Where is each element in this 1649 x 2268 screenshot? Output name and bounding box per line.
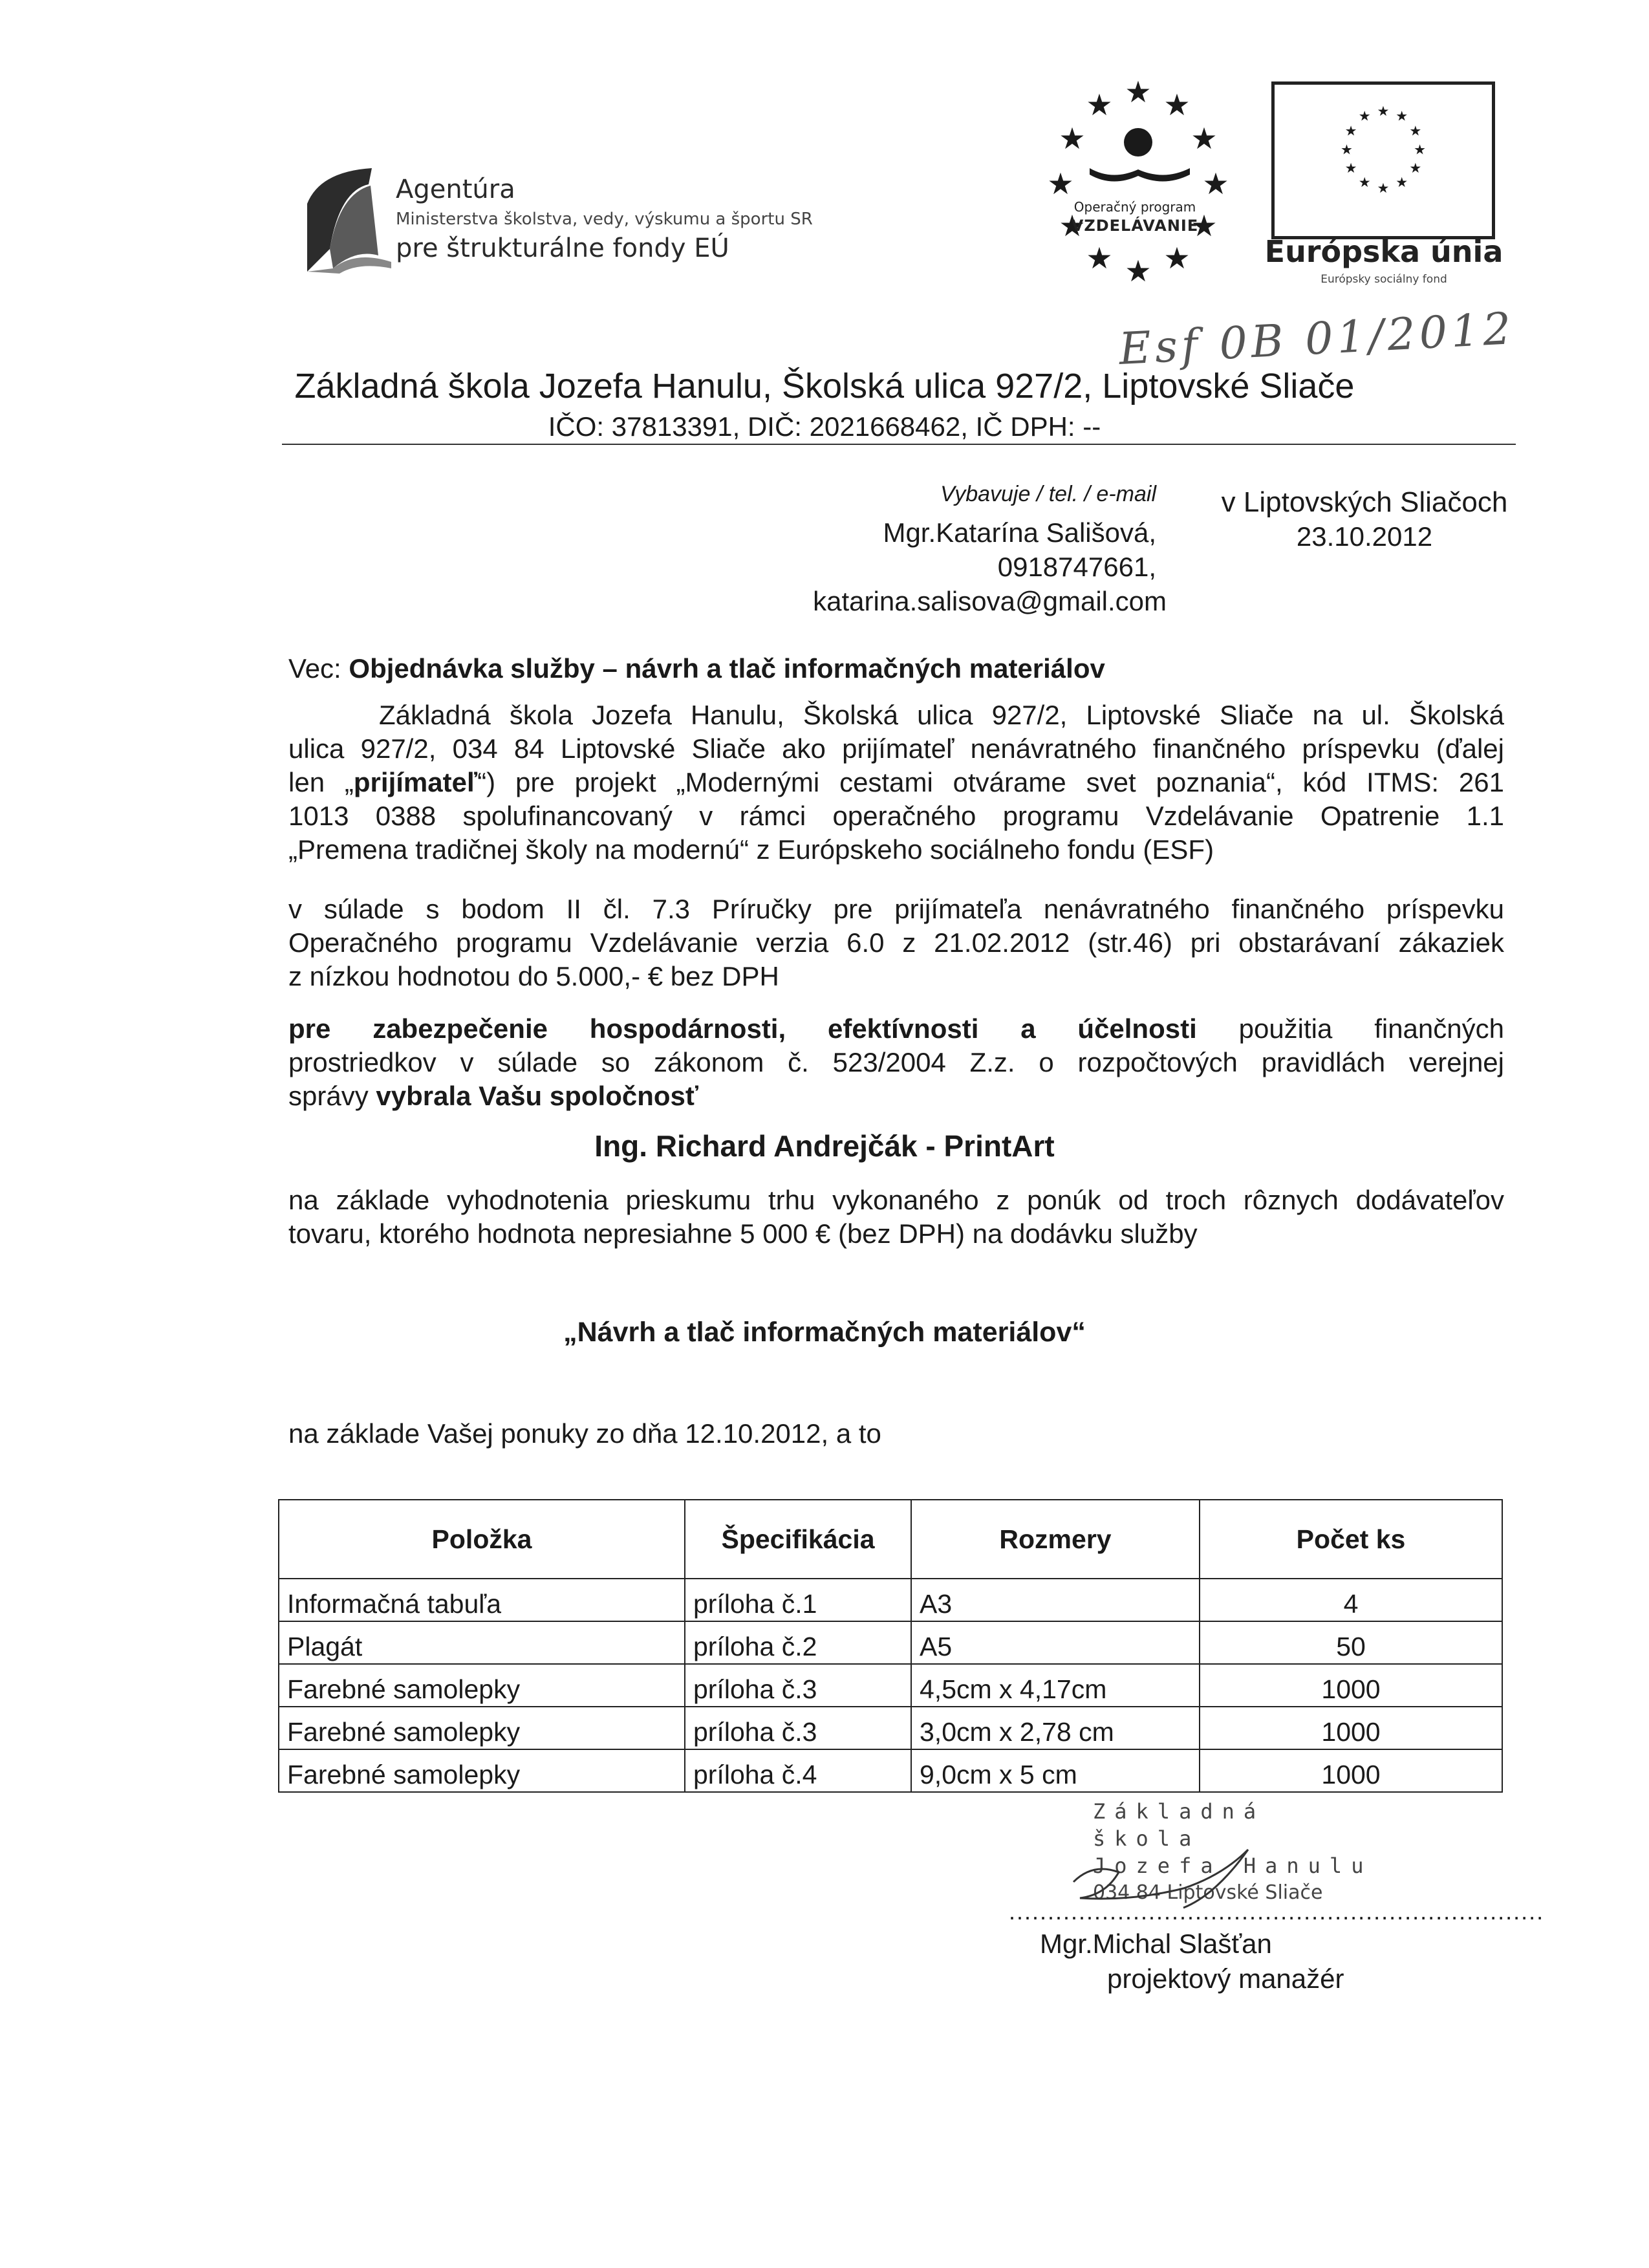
signer-role: projektový manažér — [1107, 1963, 1344, 1994]
svg-text:★: ★ — [1191, 208, 1218, 243]
school-heading: Základná škola Jozefa Hanulu, Školská ulica 927/2, Liptovské Sliače — [294, 367, 1355, 405]
cell-quantity: 4 — [1200, 1579, 1502, 1621]
svg-text:★: ★ — [1191, 121, 1218, 156]
para2-line: v súlade s bodom II čl. 7.3 Príručky pre prijímateľa nenávratného finančného príspevku — [288, 894, 1504, 924]
op-vzdelavanie-logo — [1035, 71, 1242, 291]
eu-fund-label: Európsky sociálny fond — [1320, 273, 1447, 286]
table-row — [279, 1621, 1502, 1664]
items-table — [278, 1499, 1503, 1793]
para3-emphasis: pre zabezpečenie hospodárnosti, efektívnosti a účelnosti — [288, 1013, 1197, 1044]
svg-text:★: ★ — [1344, 122, 1357, 139]
cell-dimensions: A3 — [911, 1579, 1200, 1621]
svg-text:★: ★ — [1340, 141, 1353, 158]
para3-text: správy — [288, 1081, 376, 1111]
para4-line: tovaru, ktorého hodnota nepresiahne 5 000 € (bez DPH) na dodávku služby — [288, 1218, 1198, 1249]
cell-item: Plagát — [279, 1621, 685, 1664]
agency-funds: pre štrukturálne fondy EÚ — [396, 233, 729, 264]
service-title: „Návrh a tlač informačných materiálov“ — [563, 1317, 1086, 1348]
para3-line — [288, 1012, 1504, 1046]
svg-text:★: ★ — [1202, 166, 1229, 201]
cell-dimensions: 3,0cm x 2,78 cm — [911, 1707, 1200, 1749]
svg-text:★: ★ — [1414, 141, 1427, 158]
table-row — [279, 1707, 1502, 1749]
svg-text:★: ★ — [1377, 179, 1390, 196]
cell-specification: príloha č.4 — [685, 1749, 911, 1792]
cell-specification: príloha č.2 — [685, 1621, 911, 1664]
para1-line: 1013 0388 spolufinancovaný v rámci operačného programu Vzdelávanie Opatrenie 1.1 — [288, 801, 1504, 831]
paragraph-compliance — [288, 892, 1504, 993]
para1-line: Základná škola Jozefa Hanulu, Školská ulica 927/2, Liptovské Sliače na ul. Školská — [379, 700, 1504, 730]
para1-text: “) pre projekt „Modernými cestami otvárame svet poznania“, kód ITMS: 261 — [477, 767, 1504, 797]
svg-text:★: ★ — [1396, 107, 1408, 124]
paragraph-offer: na základe Vašej ponuky zo dňa 12.10.2012, a to — [288, 1418, 881, 1449]
cell-quantity: 50 — [1200, 1621, 1502, 1664]
para3-line: prostriedkov v súlade so zákonom č. 523/2004 Z.z. o rozpočtových pravidlách verejnej — [288, 1047, 1504, 1077]
stamp-line: Základná škola — [1093, 1799, 1266, 1851]
para3-text: použitia finančných — [1196, 1013, 1504, 1044]
subject-text: Objednávka služby – návrh a tlač informačných materiálov — [349, 653, 1105, 684]
svg-text:★: ★ — [1409, 122, 1422, 139]
cell-item: Farebné samolepky — [279, 1749, 685, 1792]
contact-label: Vybavuje / tel. / e-mail — [940, 482, 1156, 506]
stamp-line: Jozefa Hanulu — [1093, 1853, 1373, 1878]
cell-specification: príloha č.3 — [685, 1707, 911, 1749]
svg-text:★: ★ — [1047, 166, 1074, 201]
supplier-company: Ing. Richard Andrejčák - PrintArt — [594, 1129, 1055, 1163]
paragraph-evaluation — [288, 1183, 1504, 1251]
svg-text:★: ★ — [1358, 174, 1371, 191]
signer-name: Mgr.Michal Slašťan — [1040, 1928, 1272, 1959]
op-label-vzdelavanie: VZDELÁVANIE — [1071, 217, 1199, 235]
cell-item: Informačná tabuľa — [279, 1579, 685, 1621]
signature-line: ..................................................................... — [1009, 1898, 1545, 1925]
svg-text:★: ★ — [1163, 241, 1191, 275]
paragraph-intro — [288, 698, 1504, 867]
cell-dimensions: 4,5cm x 4,17cm — [911, 1664, 1200, 1707]
para2-line: Operačného programu Vzdelávanie verzia 6.0 z 21.02.2012 (str.46) pri obstarávaní zákaziek — [288, 927, 1504, 958]
header-item: Položka — [279, 1500, 685, 1579]
header-divider — [282, 444, 1516, 445]
subject-prefix: Vec: — [288, 653, 349, 684]
date: 23.10.2012 — [1296, 521, 1433, 552]
cell-quantity: 1000 — [1200, 1707, 1502, 1749]
svg-text:★: ★ — [1059, 121, 1086, 156]
eu-title: Európska únia — [1264, 234, 1503, 269]
stamp-line: 034 84 Liptovské Sliače — [1093, 1881, 1323, 1904]
table-row — [279, 1749, 1502, 1792]
cell-quantity: 1000 — [1200, 1664, 1502, 1707]
paragraph-selection — [288, 1012, 1504, 1113]
svg-text:★: ★ — [1344, 160, 1357, 177]
agency-book-logo — [294, 165, 398, 275]
table-row — [279, 1579, 1502, 1621]
svg-text:★: ★ — [1377, 102, 1390, 119]
school-ids: IČO: 37813391, DIČ: 2021668462, IČ DPH: -- — [548, 411, 1101, 442]
para2-line: z nízkou hodnotou do 5.000,- € bez DPH — [288, 961, 779, 991]
handwritten-reference: Esf 0B 01/2012 — [1117, 303, 1516, 375]
contact-name: Mgr.Katarína Sališová, — [883, 517, 1156, 548]
cell-quantity: 1000 — [1200, 1749, 1502, 1792]
table-row — [279, 1664, 1502, 1707]
cell-dimensions: 9,0cm x 5 cm — [911, 1749, 1200, 1792]
para1-line: ulica 927/2, 034 84 Liptovské Sliače ako prijímateľ nenávratného finančného príspevku (ďalej — [288, 733, 1504, 764]
svg-text:★: ★ — [1396, 174, 1408, 191]
header-dimensions: Rozmery — [911, 1500, 1200, 1579]
para4-line: na základe vyhodnotenia prieskumu trhu vykonaného z ponúk od troch rôznych dodávateľov — [288, 1185, 1504, 1215]
eu-flag-icon — [1271, 81, 1495, 239]
svg-text:★: ★ — [1125, 254, 1152, 288]
para3-line — [288, 1079, 1504, 1113]
svg-text:★: ★ — [1358, 107, 1371, 124]
para1-line: „Premena tradičnej školy na modernú“ z Európskeho sociálneho fondu (ESF) — [288, 834, 1214, 865]
para3-emphasis: vybrala Vašu spoločnosť — [376, 1081, 699, 1111]
op-label-programme: Operačný program — [1073, 199, 1196, 215]
cell-item: Farebné samolepky — [279, 1707, 685, 1749]
svg-text:★: ★ — [1086, 87, 1113, 122]
header-quantity: Počet ks — [1200, 1500, 1502, 1579]
agency-title: Agentúra — [396, 175, 515, 204]
svg-text:★: ★ — [1163, 87, 1191, 122]
para1-line — [288, 766, 1504, 799]
para1-text: len „ — [288, 767, 354, 797]
cell-specification: príloha č.3 — [685, 1664, 911, 1707]
contact-phone: 0918747661, — [997, 552, 1156, 582]
agency-ministry: Ministerstva školstva, vedy, výskumu a športu SR — [396, 210, 813, 229]
svg-text:★: ★ — [1125, 74, 1152, 109]
svg-text:★: ★ — [1409, 160, 1422, 177]
place: v Liptovských Sliačoch — [1221, 486, 1508, 518]
cell-item: Farebné samolepky — [279, 1664, 685, 1707]
header-specification: Špecifikácia — [685, 1500, 911, 1579]
cell-dimensions: A5 — [911, 1621, 1200, 1664]
svg-text:★: ★ — [1059, 208, 1086, 243]
table-header-row — [279, 1500, 1502, 1579]
para1-recipient: prijímateľ — [353, 767, 478, 797]
subject-line — [288, 653, 1105, 684]
cell-specification: príloha č.1 — [685, 1579, 911, 1621]
svg-text:★: ★ — [1086, 241, 1113, 275]
agency-name — [396, 176, 813, 262]
contact-email: katarina.salisova@gmail.com — [813, 586, 1167, 616]
